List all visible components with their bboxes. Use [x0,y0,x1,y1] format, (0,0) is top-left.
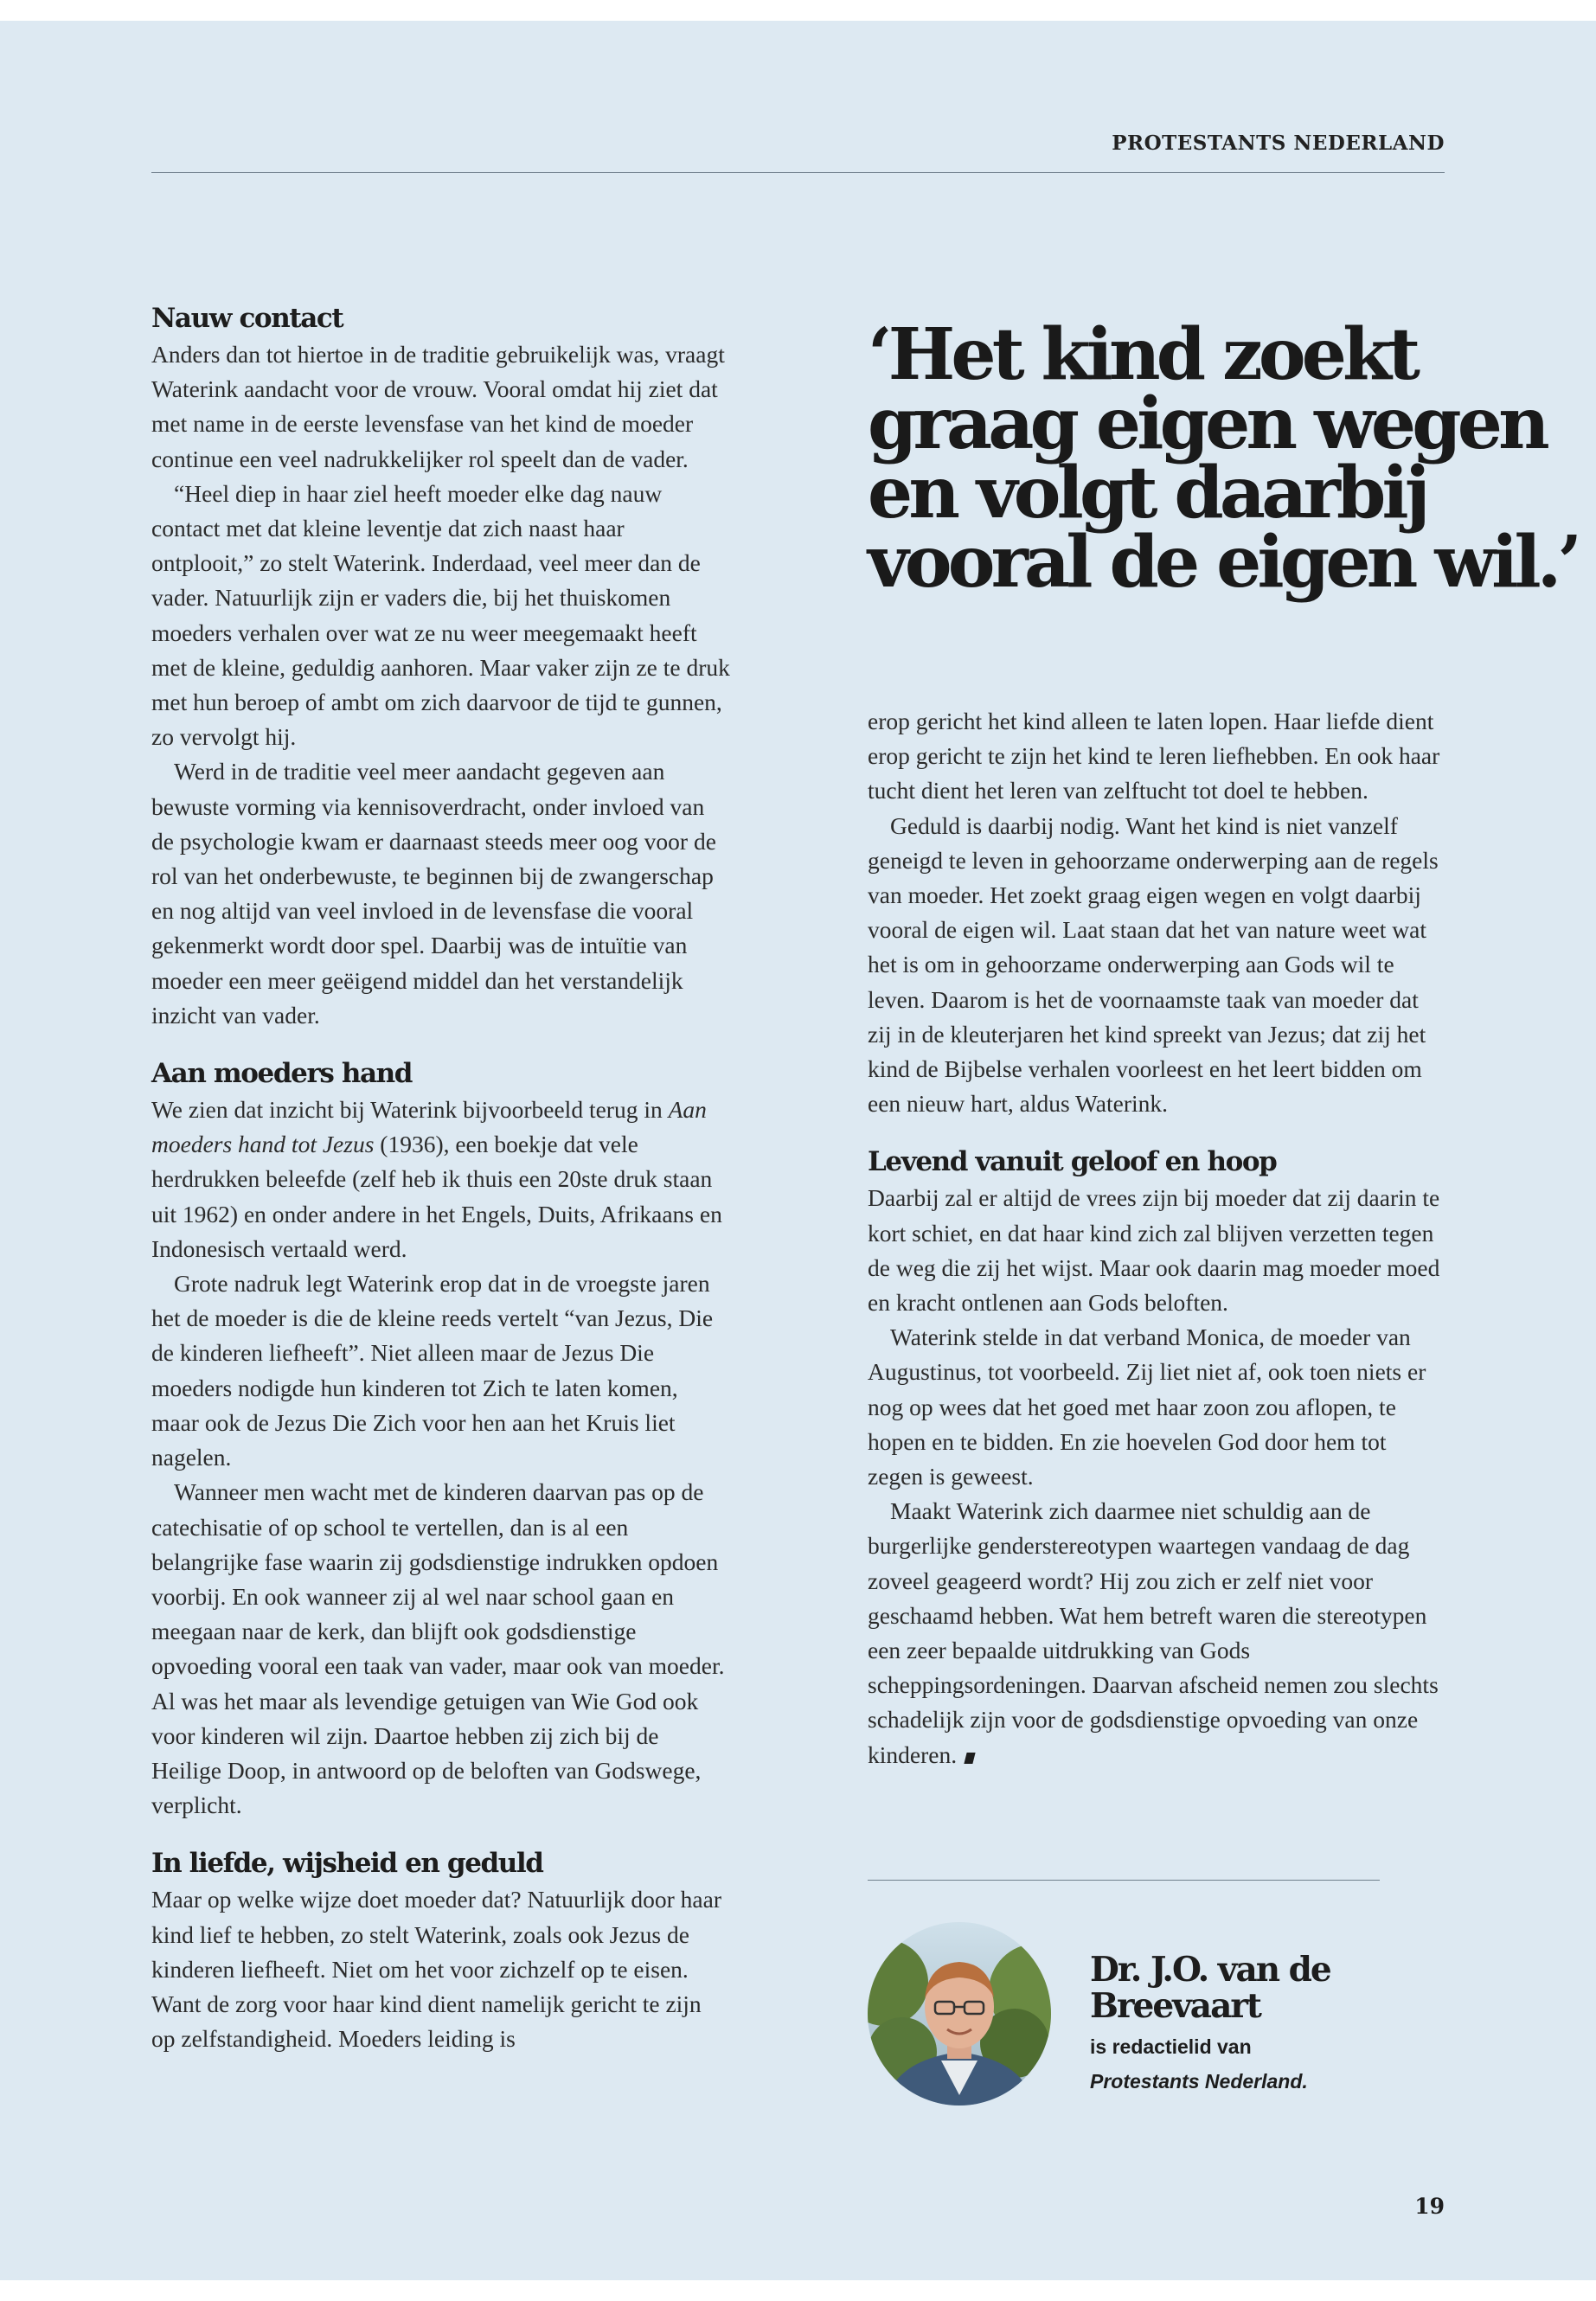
paragraph: Anders dan tot hiertoe in de traditie gebruikelijk was, vraagt Waterink aandacht voor de vrouw. Vooral omdat hij ziet dat met name in de eerste levensfase van het kind de moeder continue een veel nadrukkelijker rol speelt dan de vader. [151,341,725,472]
page-number: 19 [1414,2194,1445,2219]
left-column [151,299,731,2056]
section-heading-levend-vanuit-geloof: Levend vanuit geloof en hoop [868,1146,1277,1178]
end-of-article-icon [964,1753,975,1764]
paragraph [868,1494,1445,1772]
paragraph: Geduld is daarbij nodig. Want het kind is niet vanzelf geneigd te leven in gehoorzame onderwerping aan de regels van moeder. Het zoekt graag eigen wegen en volgt daarbij vooral de eigen wil. Laat staan dat het van nature weet wat het is om in gehoorzame onderwerping aan Gods wil te leven. Daarom is het de voornaamste taak van moeder dat zij in de kleuterjaren het kind spreekt van Jezus; dat zij het kind de Bijbelse verhalen voorleest en het leert bidden om een nieuw hart, aldus Waterink. [868,811,1439,1118]
paragraph [151,1093,731,1266]
paragraph: Grote nadruk legt Waterink erop dat in de vroegste jaren het de moeder is die de kleine reeds vertelt “van Jezus, Die de kinderen liefheeft”. Niet alleen maar de Jezus Die moeders nodigde hun kinderen tot Zich te laten komen, maar ook de Jezus Die Zich voor hen aan het Kruis liet nagelen. [151,1270,714,1471]
paragraph: “Heel diep in haar ziel heeft moeder elke dag nauw contact met dat kleine leventje dat zich naast haar ontplooit,” zo stelt Waterink. Inderdaad, veel meer dan de vader. Natuurlijk zijn er vaders die, bij het thuiskomen moeders verhalen over wat ze nu weer meegemaakt heeft met de kleine, geduldig aanhoren. Maar vaker zijn ze te druk met hun beroep of ambt om zich daarvoor de tijd te gunnen, zo vervolgt hij. [151,479,730,751]
pull-quote [868,313,1579,604]
paragraph-text: We zien dat inzicht bij Waterink bijvoorbeeld terug in [151,1096,669,1124]
paragraph: Waterink stelde in dat verband Monica, de moeder van Augustinus, tot voorbeeld. Zij liet niet af, ook toen niets er nog op wees dat het goed met haar zoon zou aflopen, te hopen en te bidden. En zie hoevelen God door hem tot zegen is geweest. [868,1324,1426,1490]
pull-quote-line: graag eigen wegen [868,382,1546,465]
author-publication: Protestants Nederland. [1090,2070,1308,2093]
section-heading-aan-moeders-hand: Aan moeders hand [151,1058,413,1090]
author-role [1090,2029,1401,2099]
author-role-text: is redactielid van [1090,2035,1252,2058]
header-rule [151,172,1445,173]
author-name-line: Dr. J.O. van de [1090,1950,1330,1990]
paragraph: Werd in de traditie veel meer aandacht gegeven aan bewuste vorming via kennisoverdracht, onder invloed van de psychologie kwam er daarnaast steeds meer oog voor de rol van het onderbewuste, te beginnen bij de zwangerschap en nog altijd van veel invloed in de levensfase die vooral gekenmerkt wordt door spel. Daarbij was de intuïtie van moeder een meer geëigend middel dan het verstandelijk inzicht van vader. [151,758,716,1029]
author-portrait-icon [868,1922,1051,2106]
pull-quote-line: vooral de eigen wil.’ [868,521,1579,604]
paragraph: Wanneer men wacht met de kinderen daarvan pas op de catechisatie of op school te vertellen, dan is al een belangrijke fase waarin zij godsdienstige indrukken opdoen voorbij. En ook wanneer zij al wel naar school gaan en meegaan naar de kerk, dan blijft ook godsdienstige opvoeding vooral een taak van vader, maar ook van moeder. Al was het maar als levendige getuigen van Wie God ook voor kinderen wil zijn. Daartoe hebben zij zich bij de Heilige Doop, in antwoord op de beloften van Godswege, verplicht. [151,1478,725,1819]
magazine-page [0,21,1596,2280]
author-name [1090,1952,1375,2024]
author-photo [868,1922,1051,2106]
paragraph-text: (1936), een boekje dat vele herdrukken beleefde (zelf heb ik thuis een 20ste druk staan uit 1962) en onder andere in het Engels, Duits, Afrikaans en Indonesisch vertaald werd. [151,1131,722,1262]
paragraph: erop gericht het kind alleen te laten lopen. Haar liefde dient erop gericht te zijn het kind te leren liefhebben. En ook haar tucht dient het leren van zelftucht tot doel te hebben. [868,708,1440,804]
paragraph: Daarbij zal er altijd de vrees zijn bij moeder dat zij daarin te kort schiet, en dat haar kind zich zal blijven verzetten tegen de weg die zij het wijst. Maar ook daarin mag moeder moed en kracht ontlenen aan Gods beloften. [868,1184,1440,1317]
section-heading-nauw-contact: Nauw contact [151,303,343,334]
right-column [868,704,1445,1772]
running-head: PROTESTANTS NEDERLAND [1112,131,1445,155]
book-title: Aan moeders hand tot Jezus [151,1096,707,1158]
pull-quote-line: en volgt daarbij [868,452,1426,535]
section-heading-in-liefde: In liefde, wijsheid en geduld [151,1848,543,1880]
pull-quote-line: ‘Het kind zoekt [868,313,1417,396]
bio-divider [868,1880,1380,1881]
author-name-line: Breevaart [1090,1986,1260,2026]
paragraph-text: Maakt Waterink zich daarmee niet schuldig aan de burgerlijke genderstereotypen waartegen vandaag de dag zoveel geageerd wordt? Hij zou zich er zelf niet voor geschaamd hebben. Wat hem betreft waren die stereotypen een zeer bepaalde uitdrukking van Gods scheppingsordeningen. Daarvan afscheid nemen zou slechts schadelijk zijn voor de godsdienstige opvoeding van onze kinderen. [868,1497,1439,1768]
paragraph: Maar op welke wijze doet moeder dat? Natuurlijk door haar kind lief te hebben, zo stelt Waterink, zoals ook Jezus de kinderen liefheeft. Niet om het voor zichzelf op te eisen. Want de zorg voor haar kind dient namelijk gericht te zijn op zelfstandigheid. Moeders leiding is [151,1886,721,2053]
